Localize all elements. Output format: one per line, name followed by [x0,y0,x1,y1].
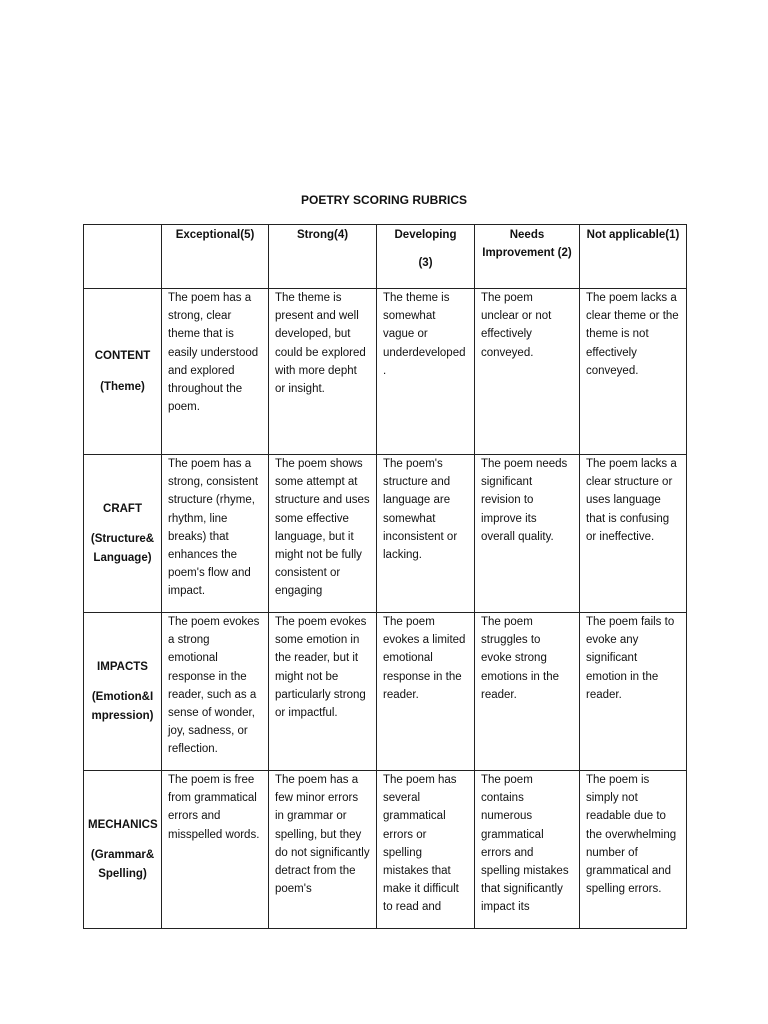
rubric-row-mechanics [84,771,687,929]
rubric-table [83,224,687,929]
rubric-cell: The poem lacks a clear theme or the theme is not effectively conveyed. [580,289,687,455]
rubric-cell: The poem has several grammatical errors or spelling mistakes that make it difficult to read and [377,771,475,929]
row-label-mechanics: MECHANICS (Grammar& Spelling) [84,771,162,929]
rubric-row-content [84,289,687,455]
rubric-cell: The poem evokes a limited emotional response in the reader. [377,613,475,771]
rubric-cell: The theme is somewhat vague or underdeveloped . [377,289,475,455]
rubric-cell: The poem fails to evoke any significant emotion in the reader. [580,613,687,771]
rubric-cell: The poem evokes some emotion in the reader, but it might not be particularly strong or impactful. [269,613,377,771]
column-header-strong: Strong(4) [269,225,377,289]
rubric-cell: The poem needs significant revision to improve its overall quality. [475,455,580,613]
rubric-cell: The poem struggles to evoke strong emotions in the reader. [475,613,580,771]
rubric-cell: The poem's structure and language are somewhat inconsistent or lacking. [377,455,475,613]
column-header-not-applicable: Not applicable(1) [580,225,687,289]
rubric-cell: The poem is simply not readable due to the overwhelming number of grammatical and spelling errors. [580,771,687,929]
rubric-cell: The theme is present and well developed, but could be explored with more depht or insight. [269,289,377,455]
column-header-exceptional: Exceptional(5) [162,225,269,289]
rubric-row-impacts [84,613,687,771]
rubric-cell: The poem has a strong, consistent structure (rhyme, rhythm, line breaks) that enhances the poem's flow and impact. [162,455,269,613]
rubric-cell: The poem is free from grammatical errors and misspelled words. [162,771,269,929]
corner-cell [84,225,162,289]
rubric-cell: The poem evokes a strong emotional response in the reader, such as a sense of wonder, joy, sadness, or reflection. [162,613,269,771]
row-label-craft: CRAFT (Structure& Language) [84,455,162,613]
rubric-cell: The poem has a few minor errors in grammar or spelling, but they do not significantly detract from the poem's [269,771,377,929]
document-title: POETRY SCORING RUBRICS [300,193,468,207]
rubric-cell: The poem shows some attempt at structure and uses some effective language, but it might not be fully consistent or engaging [269,455,377,613]
column-header-developing: Developing (3) [377,225,475,289]
rubric-cell: The poem has a strong, clear theme that is easily understood and explored throughout the poem. [162,289,269,455]
row-label-impacts: IMPACTS (Emotion&I mpression) [84,613,162,771]
rubric-cell: The poem unclear or not effectively conveyed. [475,289,580,455]
row-label-content: CONTENT (Theme) [84,289,162,455]
rubric-cell: The poem lacks a clear structure or uses language that is confusing or ineffective. [580,455,687,613]
column-header-needs-improvement: Needs Improvement (2) [475,225,580,289]
header-row [84,225,687,289]
column-header-developing-score: (3) [418,257,433,270]
rubric-row-craft [84,455,687,613]
rubric-cell: The poem contains numerous grammatical errors and spelling mistakes that significantly impact its [475,771,580,929]
